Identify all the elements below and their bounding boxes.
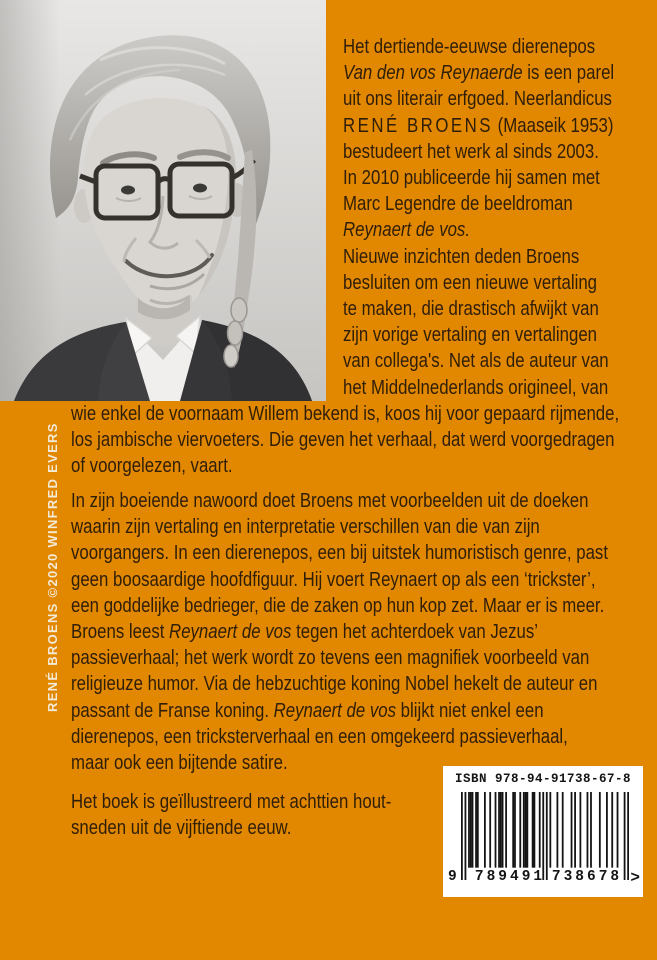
text-line: Reynaert de vos. [343,219,471,242]
text-line: bestudeert het werk al sinds 2003. [343,140,599,163]
barcode-arrow: > [630,869,640,887]
text-line: besluiten om een nieuwe vertaling [343,271,598,294]
text-line: religieuze humor. Via de hebzuchtige koning Nobel hekelt de auteur en [71,673,598,696]
text-line: dierenepos, een tricksterverhaal en een omgekeerd passieverhaal, [71,725,568,748]
text-line: een goddelijke bedrieger, die de zaken op hun kop zet. Maar er is meer. [71,594,605,617]
author-portrait-illustration [0,0,326,401]
text-line: zijn vorige vertaling en vertalingen [343,324,598,347]
barcode-digit-group1: 789491 [474,869,546,885]
text-line: van collega's. Net als de auteur van [343,350,609,373]
blurb-paragraph-3 [71,789,391,841]
text-line: sneden uit de vijftiende eeuw. [71,817,292,840]
author-photo [0,0,326,401]
text-line: los jambische viervoeters. Die geven het verhaal, dat werd voorgedragen [71,429,615,452]
blurb-paragraph-2 [71,488,608,776]
barcode-digit-group2: 738678 [551,869,623,885]
text-line: Het boek is geïllustreerd met achttien hout- [71,791,392,813]
isbn-label: ISBN 978-94-91738-67-8 [454,772,632,786]
photographer-credit: RENÉ BROENS ©2020 WINFRED EVERS [45,422,60,712]
text-line: geen boosaardige hoofdfiguur. Hij voert Reynaert op als een ‘trickster’, [71,568,596,591]
text-line: In 2010 publiceerde hij samen met [343,167,600,190]
barcode-digit-first: 9 [448,869,457,885]
text-line: wie enkel de voornaam Willem bekend is, koos hij voor gepaard rijmende, [71,403,620,425]
text-line: maar ook een bijtende satire. [71,752,288,775]
text-line: waarin zijn vertaling en interpretatie verschillen van die van zijn [71,516,540,539]
text-line: passieverhaal; het werk wordt zo tevens een magnifiek voorbeeld van [71,647,590,670]
barcode-digits [443,869,643,889]
text-line: of voorgelezen, vaart. [71,455,233,478]
text-line: Broens leest Reynaert de vos tegen het achterdoek van Jezus’ [71,621,538,644]
text-line: passant de Franse koning. Reynaert de vos blijkt niet enkel een [71,699,544,722]
isbn-barcode [443,766,643,897]
barcode-bars [461,792,629,880]
blurb-bridge [71,401,619,480]
text-line: Nieuwe inzichten deden Broens [343,245,580,268]
text-line: In zijn boeiende nawoord doet Broens met voorbeelden uit de doeken [71,490,589,512]
text-line: Van den vos Reynaerde is een parel [343,62,615,85]
text-line: voorgangers. In een dierenepos, een bij uitstek humoristisch genre, past [71,542,608,565]
blurb-column [343,34,614,401]
text-line: Marc Legendre de beeldroman [343,193,573,216]
text-line: uit ons literair erfgoed. Neerlandicus [343,88,612,111]
text-line: te maken, die drastisch afwijkt van [343,298,599,321]
text-line: RENÉ BROENS (Maaseik 1953) [343,114,614,137]
text-line: Het dertiende-eeuwse dierenepos [343,36,596,58]
text-line: het Middelnederlands origineel, van [343,376,609,399]
